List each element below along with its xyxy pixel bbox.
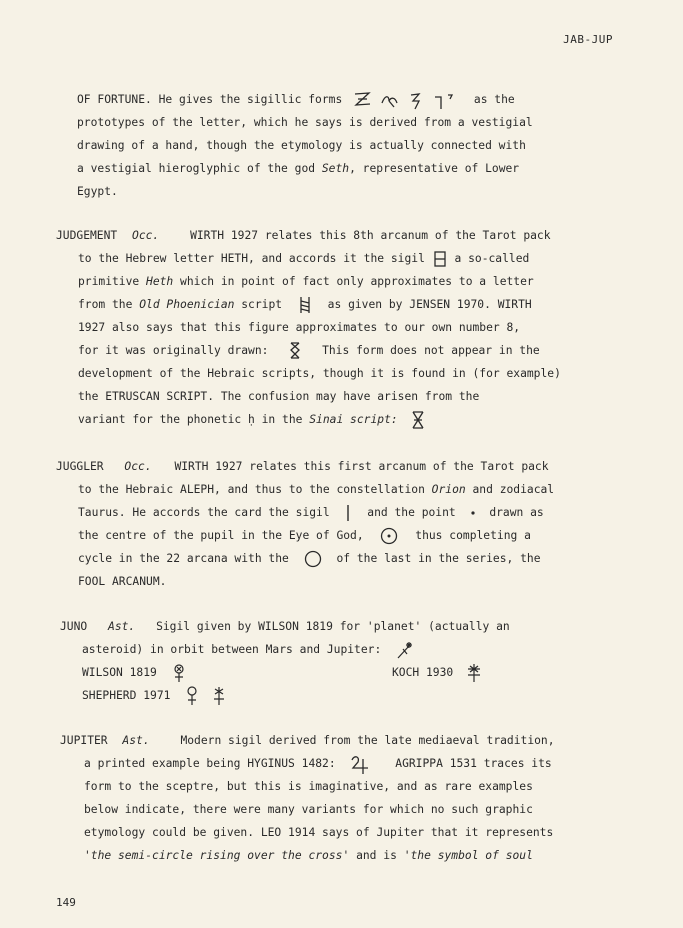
entry-tag: Ast. [108,620,136,633]
text: WIRTH 1927 relates this 8th arcanum of the Tarot pack [190,229,551,242]
text: cycle in the 22 arcana with the [78,552,289,565]
text: development of the Hebraic scripts, though it is found in (for example) [78,367,561,380]
text: and the point [367,506,456,519]
text: Taurus. He accords the card the sigil [78,506,330,519]
wilson-juno-glyph [172,662,186,684]
text: a printed example being HYGINUS 1482: [84,757,336,770]
running-head: JAB-JUP [563,33,613,46]
text: variant for the phonetic ḥ in the [78,413,310,426]
text: , representative of Lower [349,162,520,175]
entry-headword: JUPITER [60,734,108,747]
text: a vestigial hieroglyphic of the god [77,162,322,175]
text: asteroid) in orbit between Mars and Jupiter: [82,643,382,656]
point-glyph [469,508,477,518]
juno-star-sigil-glyph [394,639,416,661]
sigil-forms-glyph [349,89,467,111]
text: prototypes of the letter, which he says is derived from a vestigial [77,116,533,129]
text: below indicate, there were many variants for which no such graphic [84,803,533,816]
text: which in point of fact only approximates to a letter [173,275,534,288]
text: WIRTH 1927 relates this first arcanum of the Tarot pack [174,460,549,473]
text: the ETRUSCAN SCRIPT. The confusion may have arisen from the [78,390,480,403]
entry-tag: Occ. [132,229,160,242]
sinai-h-glyph [410,409,426,431]
wilson-label: WILSON 1819 [82,666,157,679]
text: Egypt. [77,185,118,198]
text: and is [349,849,404,862]
circle-glyph [304,550,322,568]
text: script [234,298,283,311]
shepherd-juno-glyph-2 [212,685,226,707]
koch-juno-glyph [466,662,482,684]
koch-label: KOCH 1930 [392,666,454,679]
text: 'the symbol of soul [403,849,533,862]
entry-jupiter [60,729,555,867]
text: form to the sceptre, but this is imaginative, and as rare examples [84,780,533,793]
text: to the Hebraic ALEPH, and thus to the constellation [78,483,432,496]
entry-fortune [77,88,533,203]
text: as given by JENSEN 1970. WIRTH [327,298,532,311]
text: from the [78,298,140,311]
text: Old Phoenician [139,298,235,311]
entry-tag: Ast. [122,734,150,747]
shepherd-juno-glyph-1 [185,685,199,707]
text: Modern sigil derived from the late mediaeval tradition, [180,734,555,747]
entry-headword: JUNO [60,620,88,633]
text: a so-called [454,252,530,265]
text: etymology could be given. LEO 1914 says of Jupiter that it represents [84,826,554,839]
shepherd-label: SHEPHERD 1971 [82,689,171,702]
heth-sigil-glyph [432,249,448,269]
phoenician-heth-glyph [297,295,313,315]
text: 'the semi-circle rising over the cross' [84,849,350,862]
text: drawing of a hand, though the etymology is actually connected with [77,139,526,152]
text: OF FORTUNE. He gives the sigillic forms [77,93,343,106]
entry-headword: JUGGLER [56,460,104,473]
text: primitive [78,275,147,288]
vertical-stroke-glyph [344,503,352,523]
jupiter-sigil-glyph [348,753,370,775]
figure-eight-glyph [287,340,303,362]
text: FOOL ARCANUM. [78,575,167,588]
entry-headword: JUDGEMENT [56,229,118,242]
text: AGRIPPA 1531 traces its [395,757,552,770]
text: for it was originally drawn: [78,344,269,357]
entry-juno [60,615,510,707]
text: Sinai script: [309,413,398,426]
text: Seth [321,162,350,175]
entry-tag: Occ. [124,460,152,473]
text: the centre of the pupil in the Eye of God, [78,529,364,542]
text: Heth [146,275,174,288]
text: as the [473,93,515,106]
text: drawn as [489,506,544,519]
entry-juggler [56,455,554,593]
text: 1927 also says that this figure approximates to our own number 8, [78,321,521,334]
circled-dot-glyph [380,527,398,545]
text: This form does not appear in the [322,344,540,357]
text: Sigil given by WILSON 1819 for 'planet' (actually an [156,620,510,633]
text: of the last in the series, the [336,552,541,565]
text: thus completing a [415,529,531,542]
entry-judgement [56,224,561,431]
text: and zodiacal [465,483,555,496]
text: to the Hebrew letter HETH, and accords it the sigil [78,252,425,265]
page-number: 149 [56,896,76,909]
text: Orion [431,483,466,496]
